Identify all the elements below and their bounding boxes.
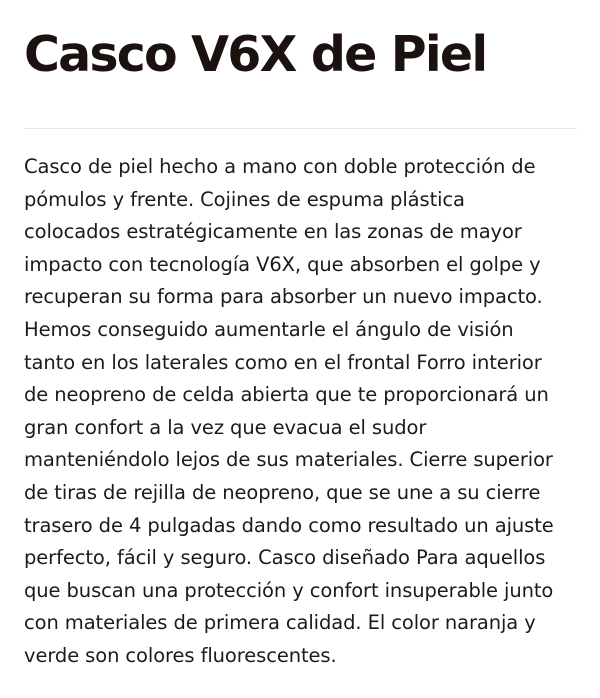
product-title: Casco V6X de Piel: [24, 26, 487, 83]
title-divider: [24, 128, 577, 129]
product-description: Casco de piel hecho a mano con doble protección de pómulos y frente. Cojines de espuma plástica colocados estratégicamente en las zonas de mayor impacto con tecnología V6X, que absorben el golpe y recuperan su forma para absorber un nuevo impacto. Hemos conseguido aumentarle el ángulo de visión tanto en los laterales como en el frontal Forro interior de neopreno de celda abierta que te proporcionará un gran confort a la vez que evacua el sudor manteniéndolo lejos de sus materiales. Cierre superior de tiras de rejilla de neopreno, que se une a su cierre trasero de 4 pulgadas dando como resultado un ajuste perfecto, fácil y seguro. Casco diseñado Para aquellos que buscan una protección y confort insuperable junto con materiales de primera calidad. El color naranja y verde son colores fluorescentes.: [24, 155, 554, 667]
